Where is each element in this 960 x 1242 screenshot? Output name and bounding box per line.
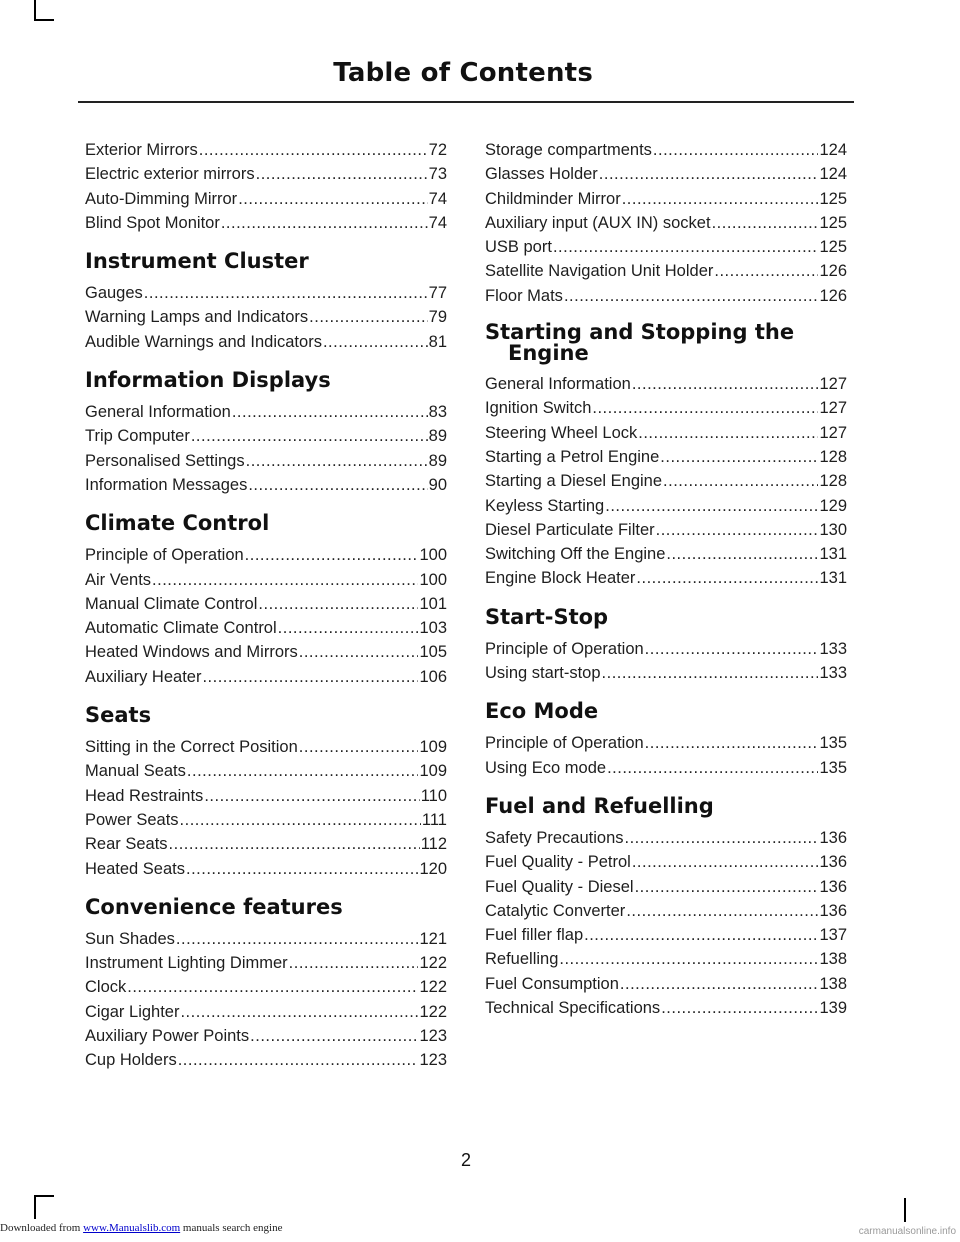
toc-entry-auxiliary-input-aux-in-socket[interactable] bbox=[485, 211, 847, 235]
toc-entry-label: Starting a Petrol Engine bbox=[485, 447, 660, 466]
toc-entry-label: Principle of Operation bbox=[485, 734, 644, 753]
toc-entry-page: 125 bbox=[819, 238, 847, 257]
toc-entry-audible-warnings-and-indicators[interactable] bbox=[85, 330, 447, 354]
toc-entry-fuel-filler-flap[interactable] bbox=[485, 923, 847, 947]
toc-entry-principle-of-operation[interactable] bbox=[485, 731, 847, 755]
section-heading-start-stop: Start-Stop bbox=[485, 604, 609, 629]
dot-leader bbox=[602, 661, 819, 685]
toc-entry-label: Diesel Particulate Filter bbox=[485, 520, 655, 539]
toc-entry-exterior-mirrors[interactable] bbox=[85, 138, 447, 162]
toc-entry-page: 120 bbox=[419, 859, 447, 878]
toc-entry-page: 74 bbox=[428, 213, 447, 232]
toc-entry-starting-a-diesel-engine[interactable] bbox=[485, 469, 847, 493]
toc-entry-label: Audible Warnings and Indicators bbox=[85, 332, 322, 351]
toc-entry-label: Cup Holders bbox=[85, 1051, 177, 1070]
toc-entry-page: 136 bbox=[819, 901, 847, 920]
dot-leader bbox=[180, 808, 421, 832]
toc-entry-using-start-stop[interactable] bbox=[485, 661, 847, 685]
dot-leader bbox=[632, 372, 819, 396]
toc-entry-label: Exterior Mirrors bbox=[85, 141, 198, 159]
toc-entry-fuel-consumption[interactable] bbox=[485, 972, 847, 996]
toc-entry-automatic-climate-control[interactable] bbox=[85, 616, 447, 640]
toc-entry-label: Steering Wheel Lock bbox=[485, 423, 638, 442]
toc-entry-steering-wheel-lock[interactable] bbox=[485, 421, 847, 445]
dot-leader bbox=[553, 235, 819, 259]
toc-entry-page: 127 bbox=[819, 399, 847, 418]
toc-entry-general-information[interactable] bbox=[485, 372, 847, 396]
dot-leader bbox=[584, 923, 818, 947]
toc-entry-general-information[interactable] bbox=[85, 400, 447, 424]
toc-entry-label: Auxiliary input (AUX IN) socket bbox=[485, 213, 711, 232]
toc-entry-switching-off-the-engine[interactable] bbox=[485, 542, 847, 566]
toc-entry-page: 74 bbox=[428, 189, 447, 208]
dot-leader bbox=[559, 947, 818, 971]
toc-entry-label: Personalised Settings bbox=[85, 451, 245, 470]
toc-entry-page: 112 bbox=[420, 835, 447, 854]
dot-leader bbox=[622, 187, 819, 211]
toc-entry-keyless-starting[interactable] bbox=[485, 494, 847, 518]
dot-leader bbox=[187, 759, 419, 783]
toc-entry-childminder-mirror[interactable] bbox=[485, 187, 847, 211]
toc-entry-label: Auto-Dimming Mirror bbox=[85, 189, 238, 208]
toc-entry-label: Sitting in the Correct Position bbox=[85, 738, 298, 757]
dot-leader bbox=[625, 826, 819, 850]
toc-entry-label: Electric exterior mirrors bbox=[85, 165, 255, 184]
section-heading-convenience-features: Convenience features bbox=[85, 894, 343, 919]
toc-entry-label: Power Seats bbox=[85, 810, 179, 829]
toc-entry-page: 105 bbox=[419, 643, 447, 662]
toc-entry-page: 111 bbox=[421, 810, 447, 829]
toc-entry-page: 136 bbox=[819, 828, 847, 847]
toc-entry-clock[interactable] bbox=[85, 975, 447, 999]
toc-entry-label: Principle of Operation bbox=[85, 546, 244, 565]
dot-leader bbox=[663, 469, 818, 493]
toc-entry-label: Using Eco mode bbox=[485, 758, 607, 777]
toc-entry-label: Ignition Switch bbox=[485, 399, 592, 418]
toc-entry-label: Heated Windows and Mirrors bbox=[85, 643, 298, 662]
toc-entry-page: 128 bbox=[819, 447, 847, 466]
toc-entry-refuelling[interactable] bbox=[485, 947, 847, 971]
toc-entry-auxiliary-power-points[interactable] bbox=[85, 1024, 447, 1048]
toc-entry-page: 124 bbox=[819, 141, 847, 159]
toc-entry-page: 122 bbox=[419, 1002, 447, 1021]
toc-entry-floor-mats[interactable] bbox=[485, 284, 847, 308]
toc-entry-page: 83 bbox=[428, 403, 447, 422]
toc-entry-fuel-quality-diesel[interactable] bbox=[485, 875, 847, 899]
toc-entry-page: 136 bbox=[819, 853, 847, 872]
dot-leader bbox=[199, 138, 428, 162]
toc-entry-page: 125 bbox=[819, 189, 847, 208]
dot-leader bbox=[638, 421, 818, 445]
toc-entry-page: 79 bbox=[428, 308, 447, 327]
toc-entry-auxiliary-heater[interactable] bbox=[85, 665, 447, 689]
toc-entry-label: Rear Seats bbox=[85, 835, 168, 854]
dot-leader bbox=[191, 424, 428, 448]
toc-entry-principle-of-operation[interactable] bbox=[485, 637, 847, 661]
dot-leader bbox=[258, 592, 418, 616]
toc-entry-page: 137 bbox=[819, 926, 847, 945]
dot-leader bbox=[176, 927, 419, 951]
toc-entry-page: 122 bbox=[419, 978, 447, 997]
footer-suffix: manuals search engine bbox=[180, 1222, 283, 1234]
toc-entry-usb-port[interactable] bbox=[485, 235, 847, 259]
section-heading-seats: Seats bbox=[85, 703, 152, 728]
toc-entry-rear-seats[interactable] bbox=[85, 832, 447, 856]
dot-leader bbox=[186, 857, 418, 881]
toc-entry-gauges[interactable] bbox=[85, 281, 447, 305]
section-heading-eco-mode: Eco Mode bbox=[485, 699, 599, 724]
toc-entry-storage-compartments[interactable] bbox=[485, 138, 847, 162]
page-title: Table of Contents bbox=[333, 58, 593, 88]
toc-entry-electric-exterior-mirrors[interactable] bbox=[85, 162, 447, 186]
section-heading-starting-and-stopping-the-engine: Starting and Stopping the Engine bbox=[485, 320, 795, 366]
toc-entry-label: Blind Spot Monitor bbox=[85, 213, 220, 232]
toc-entry-label: Heated Seats bbox=[85, 859, 185, 878]
toc-entry-label: Information Messages bbox=[85, 475, 248, 494]
dot-leader bbox=[245, 543, 419, 567]
dot-leader bbox=[221, 211, 428, 235]
dot-leader bbox=[607, 756, 818, 780]
crop-mark bbox=[904, 1198, 906, 1222]
dot-leader bbox=[152, 568, 418, 592]
toc-entry-label: Automatic Climate Control bbox=[85, 619, 277, 638]
toc-entry-diesel-particulate-filter[interactable] bbox=[485, 518, 847, 542]
dot-leader bbox=[656, 518, 819, 542]
toc-entry-label: Safety Precautions bbox=[485, 828, 624, 847]
toc-entry-fuel-quality-petrol[interactable] bbox=[485, 850, 847, 874]
toc-entry-page: 81 bbox=[428, 332, 447, 351]
toc-entry-page: 89 bbox=[428, 427, 447, 446]
dot-leader bbox=[299, 640, 419, 664]
toc-entry-label: Trip Computer bbox=[85, 427, 190, 446]
toc-entry-glasses-holder[interactable] bbox=[485, 162, 847, 186]
dot-leader bbox=[645, 731, 819, 755]
toc-entry-page: 131 bbox=[819, 569, 847, 588]
section-heading-fuel-and-refuelling: Fuel and Refuelling bbox=[485, 793, 714, 818]
toc-entry-label: Fuel Consumption bbox=[485, 974, 619, 993]
footer-prefix: Downloaded from bbox=[0, 1222, 84, 1234]
dot-leader bbox=[564, 284, 819, 308]
toc-entry-label: Using start-stop bbox=[485, 664, 601, 683]
toc-entry-engine-block-heater[interactable] bbox=[485, 566, 847, 590]
crop-mark bbox=[34, 1195, 36, 1219]
toc-entry-page: 126 bbox=[819, 262, 847, 281]
toc-entry-technical-specifications[interactable] bbox=[485, 996, 847, 1020]
toc-entry-trip-computer[interactable] bbox=[85, 424, 447, 448]
toc-entry-label: Cigar Lighter bbox=[85, 1002, 180, 1021]
toc-entry-page: 73 bbox=[428, 165, 447, 184]
dot-leader bbox=[248, 473, 427, 497]
toc-entry-heated-windows-and-mirrors[interactable] bbox=[85, 640, 447, 664]
toc-entry-using-eco-mode[interactable] bbox=[485, 756, 847, 780]
header-rule bbox=[78, 101, 854, 103]
toc-entry-label: Principle of Operation bbox=[485, 639, 644, 658]
toc-entry-label: Glasses Holder bbox=[485, 165, 598, 184]
dot-leader bbox=[204, 784, 419, 808]
toc-entry-principle-of-operation[interactable] bbox=[85, 543, 447, 567]
section-heading-instrument-cluster: Instrument Cluster bbox=[85, 249, 309, 274]
toc-entry-page: 121 bbox=[419, 929, 447, 948]
toc-column-left bbox=[85, 138, 447, 1073]
dot-leader bbox=[592, 396, 818, 420]
toc-column-right bbox=[485, 138, 847, 1020]
dot-leader bbox=[599, 162, 819, 186]
dot-leader bbox=[605, 494, 818, 518]
dot-leader bbox=[714, 259, 818, 283]
dot-leader bbox=[635, 875, 819, 899]
toc-entry-power-seats[interactable] bbox=[85, 808, 447, 832]
toc-entry-catalytic-converter[interactable] bbox=[485, 899, 847, 923]
toc-entry-label: Warning Lamps and Indicators bbox=[85, 308, 309, 327]
toc-entry-page: 126 bbox=[819, 286, 847, 305]
toc-entry-label: Technical Specifications bbox=[485, 999, 661, 1018]
footer bbox=[0, 1222, 282, 1234]
toc-entry-page: 127 bbox=[819, 375, 847, 394]
toc-entry-page: 103 bbox=[419, 619, 447, 638]
dot-leader bbox=[626, 899, 818, 923]
toc-entry-page: 128 bbox=[819, 472, 847, 491]
toc-entry-page: 122 bbox=[419, 954, 447, 973]
toc-entry-safety-precautions[interactable] bbox=[485, 826, 847, 850]
toc-entry-page: 100 bbox=[419, 546, 447, 565]
toc-entry-label: General Information bbox=[485, 375, 631, 394]
toc-entry-page: 100 bbox=[419, 570, 447, 589]
toc-entry-page: 123 bbox=[419, 1051, 447, 1070]
toc-entry-label: Starting a Diesel Engine bbox=[485, 472, 663, 491]
toc-entry-manual-seats[interactable] bbox=[85, 759, 447, 783]
dot-leader bbox=[620, 972, 819, 996]
toc-entry-cup-holders[interactable] bbox=[85, 1048, 447, 1072]
toc-entry-page: 139 bbox=[819, 999, 847, 1018]
toc-entry-warning-lamps-and-indicators[interactable] bbox=[85, 305, 447, 329]
toc-entry-label: Fuel Quality - Petrol bbox=[485, 853, 631, 872]
toc-entry-label: Auxiliary Heater bbox=[85, 667, 202, 686]
toc-entry-label: Storage compartments bbox=[485, 141, 652, 159]
toc-entry-label: Fuel filler flap bbox=[485, 926, 584, 945]
toc-entry-label: Instrument Lighting Dimmer bbox=[85, 954, 288, 973]
toc-entry-page: 133 bbox=[819, 664, 847, 683]
dot-leader bbox=[144, 281, 428, 305]
toc-entry-page: 130 bbox=[819, 520, 847, 539]
toc-entry-page: 133 bbox=[819, 639, 847, 658]
dot-leader bbox=[169, 832, 420, 856]
watermark: carmanualsonline.info bbox=[858, 1226, 956, 1237]
toc-entry-label: Fuel Quality - Diesel bbox=[485, 877, 634, 896]
toc-entry-head-restraints[interactable] bbox=[85, 784, 447, 808]
manualslib-link[interactable]: www.Manualslib.com bbox=[83, 1222, 181, 1234]
dot-leader bbox=[636, 566, 818, 590]
toc-entry-information-messages[interactable] bbox=[85, 473, 447, 497]
toc-entry-label: Switching Off the Engine bbox=[485, 545, 666, 564]
dot-leader bbox=[289, 951, 419, 975]
dot-leader bbox=[645, 637, 819, 661]
dot-leader bbox=[632, 850, 819, 874]
toc-entry-manual-climate-control[interactable] bbox=[85, 592, 447, 616]
toc-entry-ignition-switch[interactable] bbox=[485, 396, 847, 420]
toc-entry-satellite-navigation-unit-holder[interactable] bbox=[485, 259, 847, 283]
toc-entry-label: USB port bbox=[485, 238, 552, 257]
crop-mark bbox=[34, 19, 54, 21]
toc-entry-label: Manual Climate Control bbox=[85, 594, 258, 613]
crop-mark bbox=[34, 0, 36, 20]
toc-entry-page: 110 bbox=[420, 786, 447, 805]
crop-mark bbox=[34, 1195, 54, 1197]
toc-entry-sun-shades[interactable] bbox=[85, 927, 447, 951]
toc-entry-page: 136 bbox=[819, 877, 847, 896]
toc-entry-page: 125 bbox=[819, 213, 847, 232]
dot-leader bbox=[256, 162, 428, 186]
dot-leader bbox=[232, 400, 428, 424]
toc-entry-page: 131 bbox=[819, 545, 847, 564]
dot-leader bbox=[238, 187, 427, 211]
dot-leader bbox=[127, 975, 418, 999]
toc-entry-label: Childminder Mirror bbox=[485, 189, 621, 208]
dot-leader bbox=[180, 1000, 418, 1024]
toc-entry-cigar-lighter[interactable] bbox=[85, 1000, 447, 1024]
toc-entry-page: 109 bbox=[419, 762, 447, 781]
toc-entry-instrument-lighting-dimmer[interactable] bbox=[85, 951, 447, 975]
toc-entry-auto-dimming-mirror[interactable] bbox=[85, 187, 447, 211]
dot-leader bbox=[653, 138, 819, 162]
toc-entry-page: 124 bbox=[819, 165, 847, 184]
toc-entry-label: Sun Shades bbox=[85, 929, 175, 948]
toc-entry-label: Air Vents bbox=[85, 570, 152, 589]
toc-entry-page: 90 bbox=[428, 475, 447, 494]
page-number: 2 bbox=[460, 1150, 471, 1170]
toc-entry-page: 138 bbox=[819, 950, 847, 969]
toc-entry-page: 138 bbox=[819, 974, 847, 993]
toc-entry-page: 106 bbox=[419, 667, 447, 686]
dot-leader bbox=[178, 1048, 419, 1072]
toc-entry-page: 77 bbox=[428, 284, 447, 303]
toc-entry-page: 129 bbox=[819, 496, 847, 515]
toc-entry-page: 109 bbox=[419, 738, 447, 757]
toc-entry-personalised-settings[interactable] bbox=[85, 449, 447, 473]
toc-entry-page: 101 bbox=[419, 594, 447, 613]
toc-entry-starting-a-petrol-engine[interactable] bbox=[485, 445, 847, 469]
toc-entry-air-vents[interactable] bbox=[85, 568, 447, 592]
toc-entry-label: Catalytic Converter bbox=[485, 901, 626, 920]
toc-entry-label: Auxiliary Power Points bbox=[85, 1027, 250, 1046]
toc-entry-label: Floor Mats bbox=[485, 286, 563, 305]
toc-entry-label: Clock bbox=[85, 978, 127, 997]
dot-leader bbox=[712, 211, 819, 235]
toc-entry-label: Engine Block Heater bbox=[485, 569, 636, 588]
toc-entry-page: 135 bbox=[819, 758, 847, 777]
toc-entry-label: Refuelling bbox=[485, 950, 559, 969]
toc-entry-page: 89 bbox=[428, 451, 447, 470]
toc-entry-label: Head Restraints bbox=[85, 786, 204, 805]
section-heading-climate-control: Climate Control bbox=[85, 511, 270, 536]
dot-leader bbox=[202, 665, 418, 689]
dot-leader bbox=[299, 735, 419, 759]
toc-entry-label: Gauges bbox=[85, 284, 143, 303]
toc-entry-label: Satellite Navigation Unit Holder bbox=[485, 262, 714, 281]
toc-entry-label: Manual Seats bbox=[85, 762, 186, 781]
dot-leader bbox=[250, 1024, 418, 1048]
toc-entry-blind-spot-monitor[interactable] bbox=[85, 211, 447, 235]
dot-leader bbox=[309, 305, 427, 329]
toc-entry-label: Keyless Starting bbox=[485, 496, 605, 515]
dot-leader bbox=[323, 330, 428, 354]
toc-entry-heated-seats[interactable] bbox=[85, 857, 447, 881]
toc-entry-page: 127 bbox=[819, 423, 847, 442]
toc-entry-sitting-in-the-correct-position[interactable] bbox=[85, 735, 447, 759]
dot-leader bbox=[660, 445, 818, 469]
dot-leader bbox=[666, 542, 818, 566]
toc-entry-page: 72 bbox=[428, 141, 447, 159]
dot-leader bbox=[246, 449, 428, 473]
dot-leader bbox=[661, 996, 818, 1020]
toc-entry-label: General Information bbox=[85, 403, 231, 422]
dot-leader bbox=[278, 616, 419, 640]
section-heading-information-displays: Information Displays bbox=[85, 368, 331, 393]
toc-entry-page: 123 bbox=[419, 1027, 447, 1046]
toc-entry-page: 135 bbox=[819, 734, 847, 753]
